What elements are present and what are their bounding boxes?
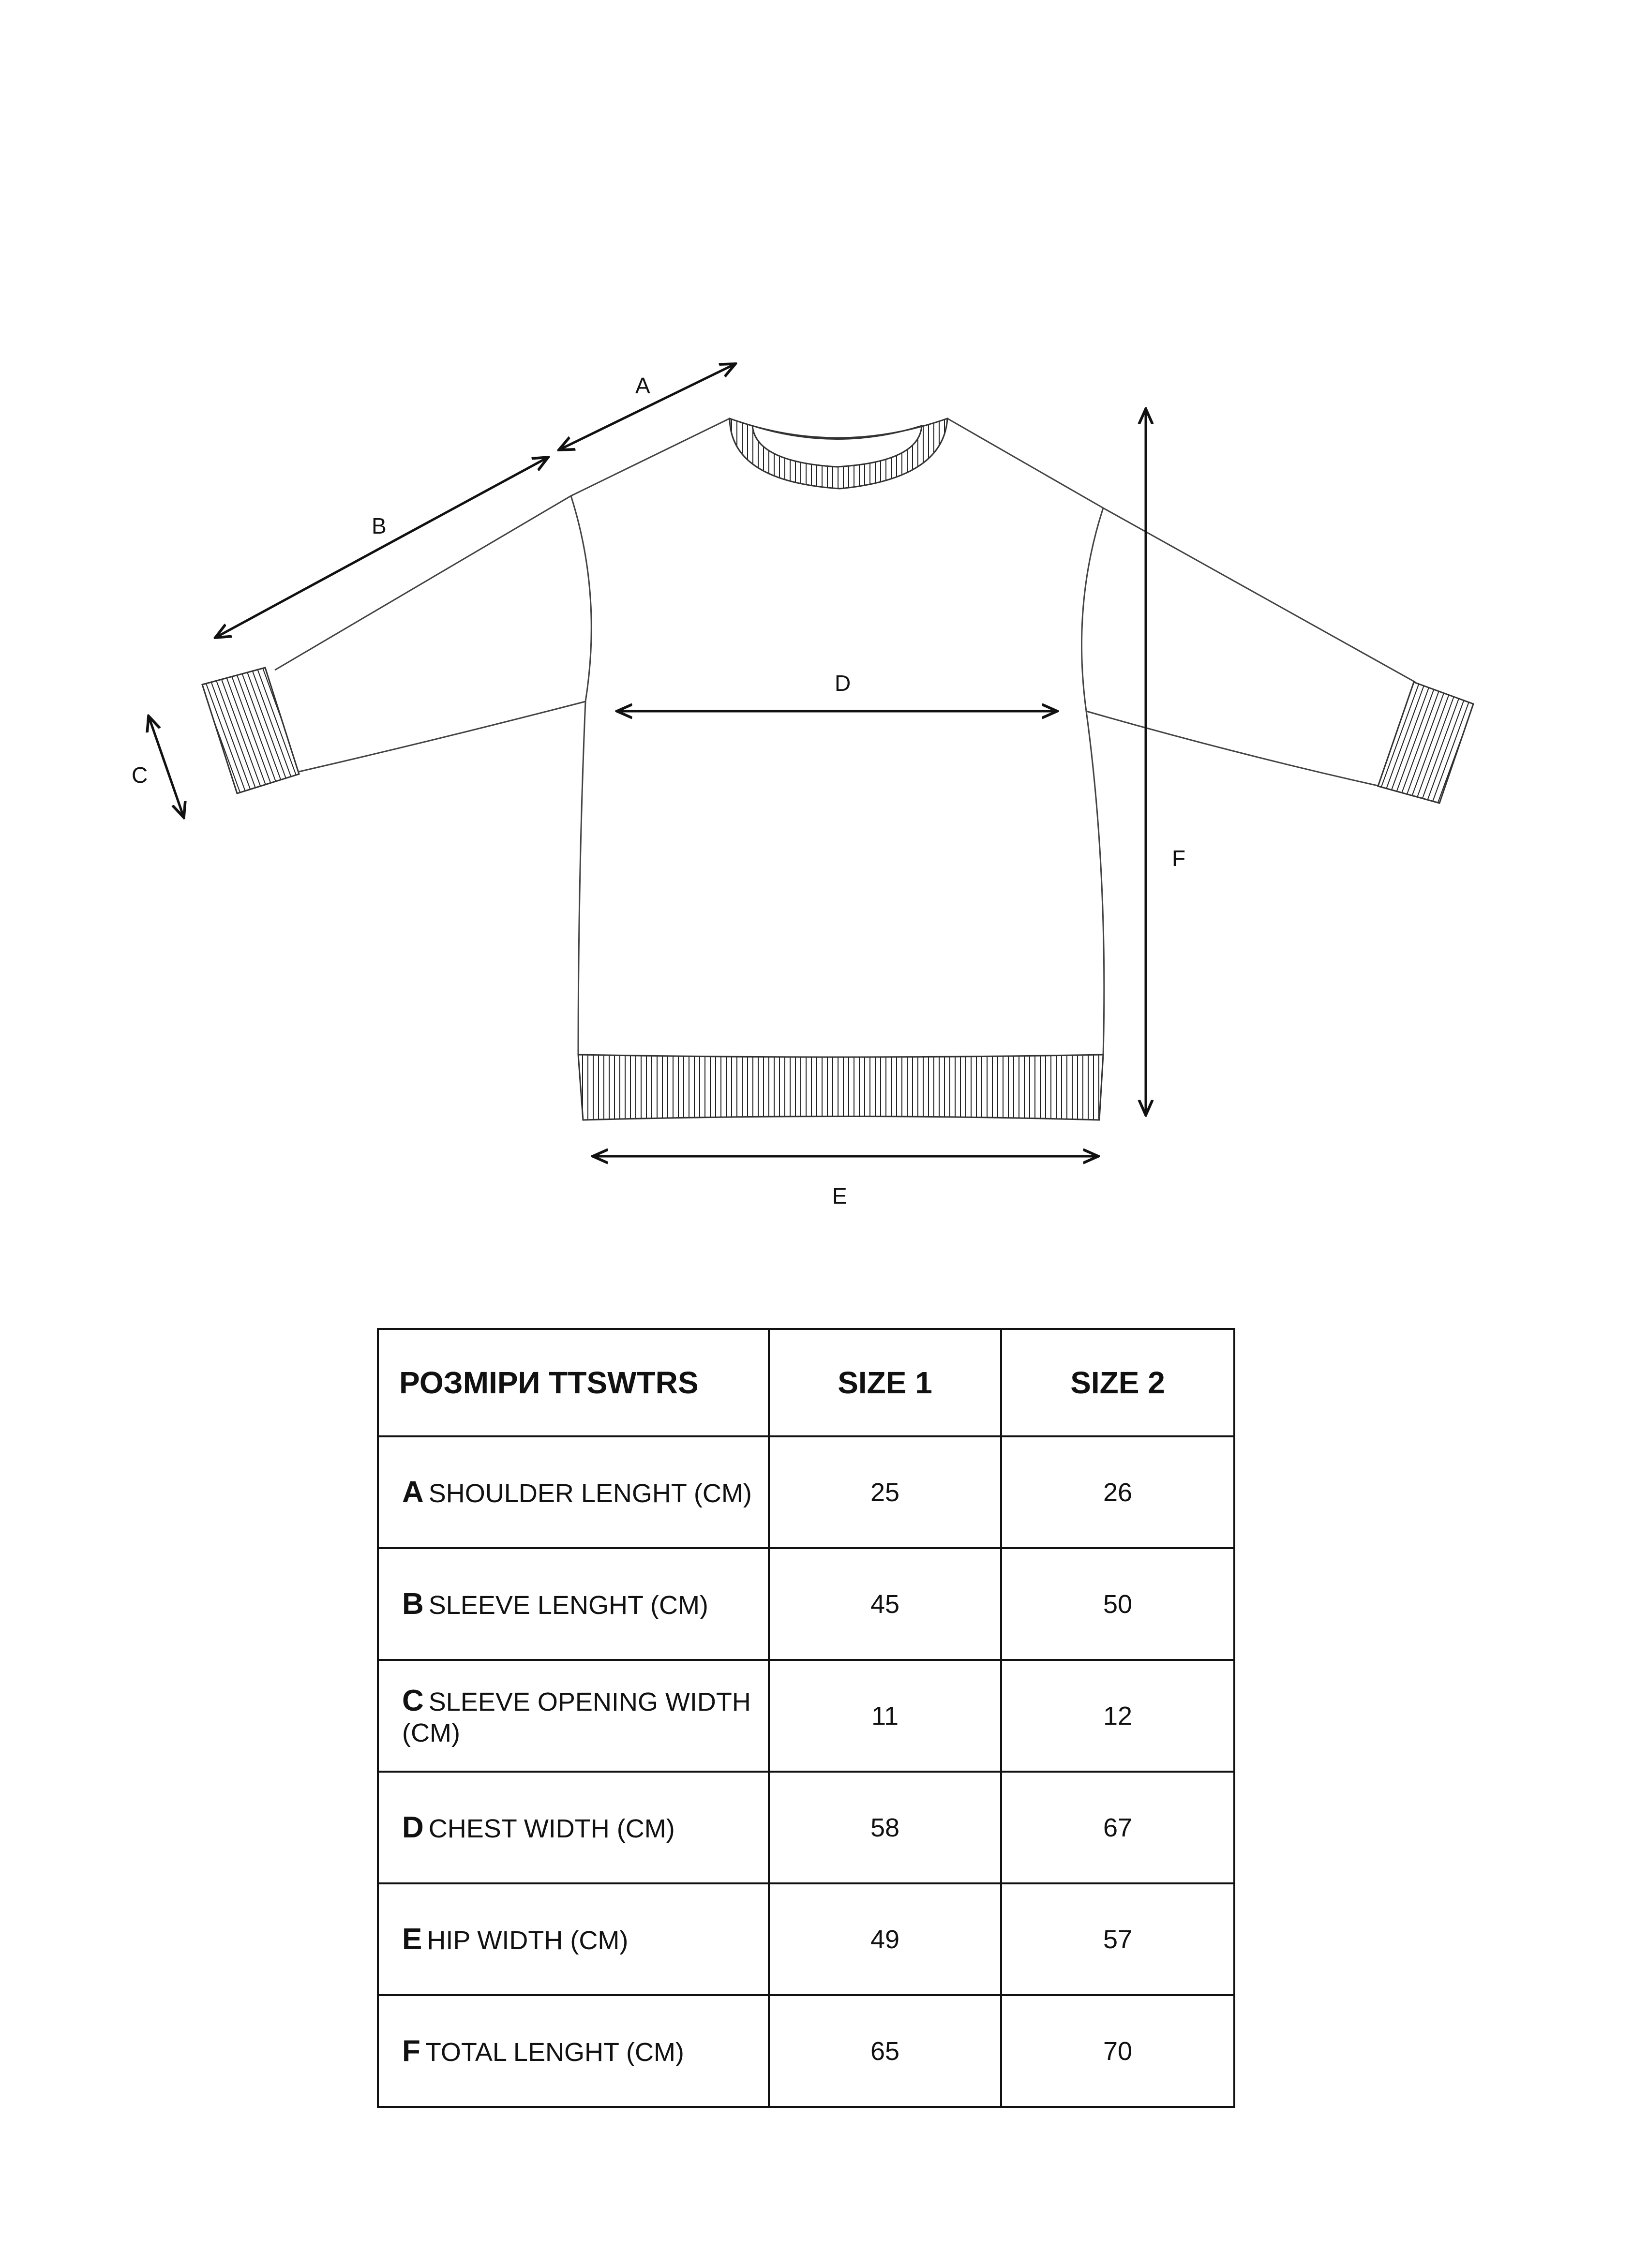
measurement-name: CHEST WIDTH (CM) [428,1814,675,1843]
dim-b-arrow [215,457,548,638]
dim-d-label: D [835,671,851,696]
table-title: РОЗМІРИ TTSWTRS [378,1329,769,1436]
table-row [378,1772,1234,1883]
measurement-name: SLEEVE LENGHT (CM) [428,1591,708,1620]
table-row [378,1883,1234,1995]
measurement-name: SLEEVE OPENING WIDTH (CM) [402,1687,751,1747]
dim-f-label: F [1172,846,1186,871]
measurement-name: SHOULDER LENGHT (CM) [428,1479,752,1508]
dim-e-label: E [832,1183,847,1209]
dim-c-label: C [132,762,148,788]
dim-b-label: B [372,513,387,538]
measurement-label [378,1436,769,1548]
hem-ribbing [578,1055,1103,1120]
measurement-letter: A [402,1476,424,1509]
measurement-label [378,1772,769,1883]
size-1-value: 49 [769,1883,1001,1995]
measurement-letter: B [402,1587,424,1621]
measurement-label [378,1883,769,1995]
size-2-header: SIZE 2 [1001,1329,1234,1436]
table-row [378,1548,1234,1660]
size-1-value: 58 [769,1772,1001,1883]
measurement-letter: E [402,1923,422,1956]
size-2-value: 70 [1001,1995,1234,2107]
measurement-letter: D [402,1811,424,1844]
size-1-value: 65 [769,1995,1001,2107]
measurement-letter: C [402,1684,424,1717]
table-row [378,1660,1234,1772]
size-2-value: 26 [1001,1436,1234,1548]
table-row [378,1995,1234,2107]
dim-a-label: A [635,373,650,398]
size-2-value: 57 [1001,1883,1234,1995]
left-cuff-ribbing [202,668,299,793]
size-1-value: 45 [769,1548,1001,1660]
measurement-label [378,1995,769,2107]
size-1-value: 25 [769,1436,1001,1548]
measurement-letter: F [402,2034,420,2068]
dim-c-arrow [149,716,184,818]
measurement-label [378,1660,769,1772]
table-header-row [378,1329,1234,1436]
size-1-header: SIZE 1 [769,1329,1001,1436]
measurement-name: TOTAL LENGHT (CM) [425,2038,684,2067]
size-2-value: 67 [1001,1772,1234,1883]
size-1-value: 11 [769,1660,1001,1772]
table-row [378,1436,1234,1548]
collar-ribbing [730,418,947,489]
measurement-name: HIP WIDTH (CM) [427,1926,629,1955]
right-cuff-ribbing [1378,682,1473,803]
size-2-value: 50 [1001,1548,1234,1660]
measurement-label [378,1548,769,1660]
size-chart-table [377,1328,1235,2108]
size-2-value: 12 [1001,1660,1234,1772]
